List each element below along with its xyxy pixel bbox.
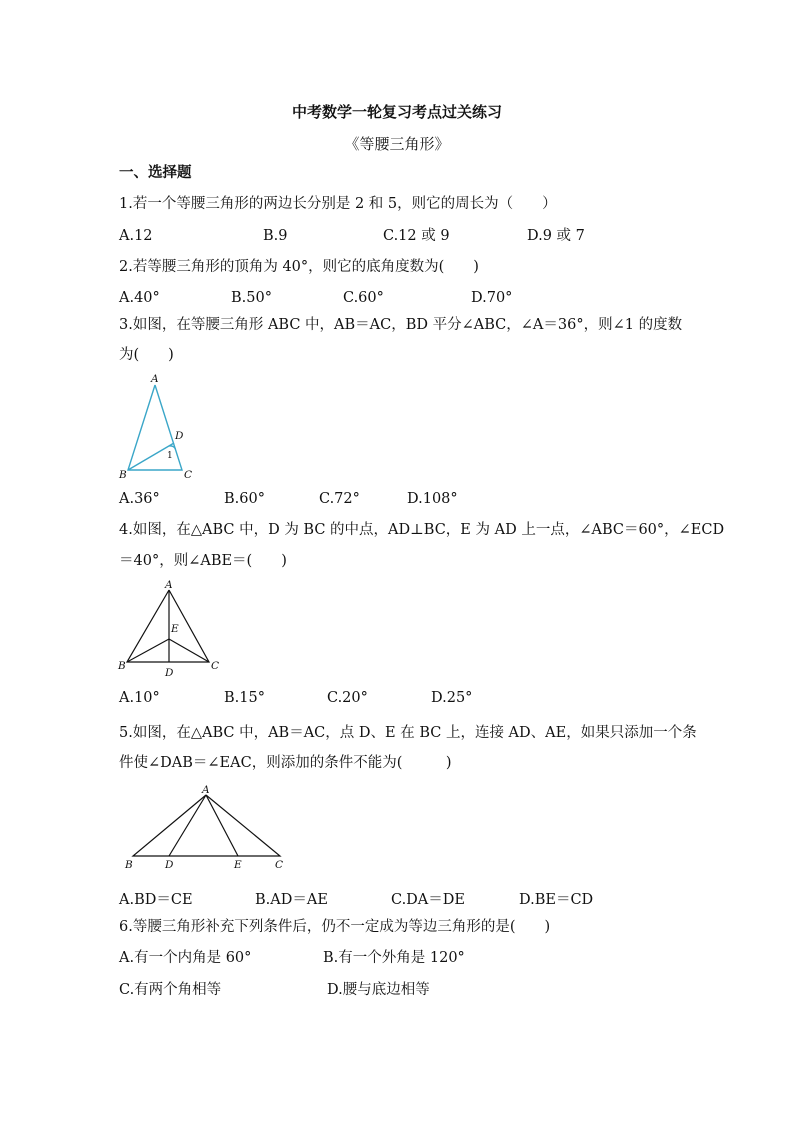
figure-4-label-e: E bbox=[171, 623, 179, 635]
question-5-option-d: D.BE＝CD bbox=[519, 892, 594, 908]
figure-4-label-a: A bbox=[165, 579, 173, 591]
figure-4-triangle-abc bbox=[127, 590, 209, 662]
question-3-stem-line-1: 3.如图，在等腰三角形 ABC 中，AB＝AC，BD 平分∠ABC，∠A＝36°，则∠1 的度数 bbox=[119, 317, 683, 333]
figure-3-label-a: A bbox=[151, 373, 159, 385]
figure-4-label-b: B bbox=[118, 660, 126, 672]
question-3-option-d: D.108° bbox=[407, 491, 458, 507]
figure-5-label-a: A bbox=[202, 784, 210, 796]
figure-5-label-d: D bbox=[165, 859, 174, 871]
figure-3-label-d: D bbox=[175, 430, 184, 442]
figure-4-label-c: C bbox=[211, 660, 220, 672]
question-1-stem: 1.若一个等腰三角形的两边长分别是 2 和 5，则它的周长为（ ） bbox=[119, 196, 557, 212]
question-3-option-a: A.36° bbox=[119, 491, 160, 507]
question-1-option-c: C.12 或 9 bbox=[383, 228, 450, 244]
question-6-stem: 6.等腰三角形补充下列条件后，仍不一定成为等边三角形的是( ) bbox=[119, 919, 551, 935]
question-3-figure bbox=[112, 370, 202, 482]
question-1-option-a: A.12 bbox=[119, 228, 153, 244]
question-4-option-b: B.15° bbox=[224, 690, 265, 706]
question-3-option-b: B.60° bbox=[224, 491, 265, 507]
question-4-stem-line-2: ＝40°，则∠ABE＝( ) bbox=[119, 553, 287, 569]
figure-5-label-e: E bbox=[234, 859, 242, 871]
question-4-figure bbox=[112, 578, 224, 680]
question-5-option-c: C.DA＝DE bbox=[391, 892, 465, 908]
question-5-option-b: B.AD＝AE bbox=[255, 892, 328, 908]
section-heading: 一、选择题 bbox=[119, 164, 192, 181]
question-2-option-d: D.70° bbox=[471, 290, 513, 306]
question-6-option-c: C.有两个角相等 bbox=[119, 982, 222, 998]
question-4-option-c: C.20° bbox=[327, 690, 368, 706]
question-2-option-a: A.40° bbox=[119, 290, 160, 306]
question-5-option-a: A.BD＝CE bbox=[119, 892, 193, 908]
question-2-option-b: B.50° bbox=[231, 290, 272, 306]
question-2-option-c: C.60° bbox=[343, 290, 384, 306]
figure-5-segment-ad bbox=[169, 795, 206, 856]
question-3-option-c: C.72° bbox=[319, 491, 360, 507]
figure-3-label-1: 1 bbox=[167, 451, 173, 461]
question-1-option-d: D.9 或 7 bbox=[527, 228, 585, 244]
question-5-stem-line-2: 件使∠DAB＝∠EAC，则添加的条件不能为( ) bbox=[119, 755, 452, 771]
question-5-stem-line-1: 5.如图，在△ABC 中，AB＝AC，点 D、E 在 BC 上，连接 AD、AE，如果只添加一个条 bbox=[119, 725, 697, 741]
question-3-stem-line-2: 为( ) bbox=[119, 347, 174, 363]
document-title: 中考数学一轮复习考点过关练习 bbox=[291, 103, 502, 121]
figure-4-label-d: D bbox=[165, 667, 174, 679]
document-subtitle: 《等腰三角形》 bbox=[344, 135, 450, 153]
figure-3-label-c: C bbox=[184, 469, 193, 481]
figure-5-label-b: B bbox=[125, 859, 133, 871]
question-6-option-d: D.腰与底边相等 bbox=[327, 982, 430, 998]
question-5-figure bbox=[118, 783, 290, 873]
figure-3-triangle-abc bbox=[128, 385, 182, 470]
question-4-option-a: A.10° bbox=[119, 690, 160, 706]
question-4-stem-line-1: 4.如图，在△ABC 中，D 为 BC 的中点，AD⊥BC，E 为 AD 上一点，∠ABC＝60°，∠ECD bbox=[119, 522, 725, 538]
question-4-option-d: D.25° bbox=[431, 690, 473, 706]
question-6-option-a: A.有一个内角是 60° bbox=[119, 950, 252, 966]
figure-5-triangle-abc bbox=[133, 795, 280, 856]
question-6-option-b: B.有一个外角是 120° bbox=[323, 950, 465, 966]
figure-5-label-c: C bbox=[275, 859, 284, 871]
figure-5-segment-ae bbox=[206, 795, 238, 856]
question-2-stem: 2.若等腰三角形的顶角为 40°，则它的底角度数为( ) bbox=[119, 259, 479, 275]
figure-3-label-b: B bbox=[119, 469, 127, 481]
question-1-option-b: B.9 bbox=[263, 228, 288, 244]
